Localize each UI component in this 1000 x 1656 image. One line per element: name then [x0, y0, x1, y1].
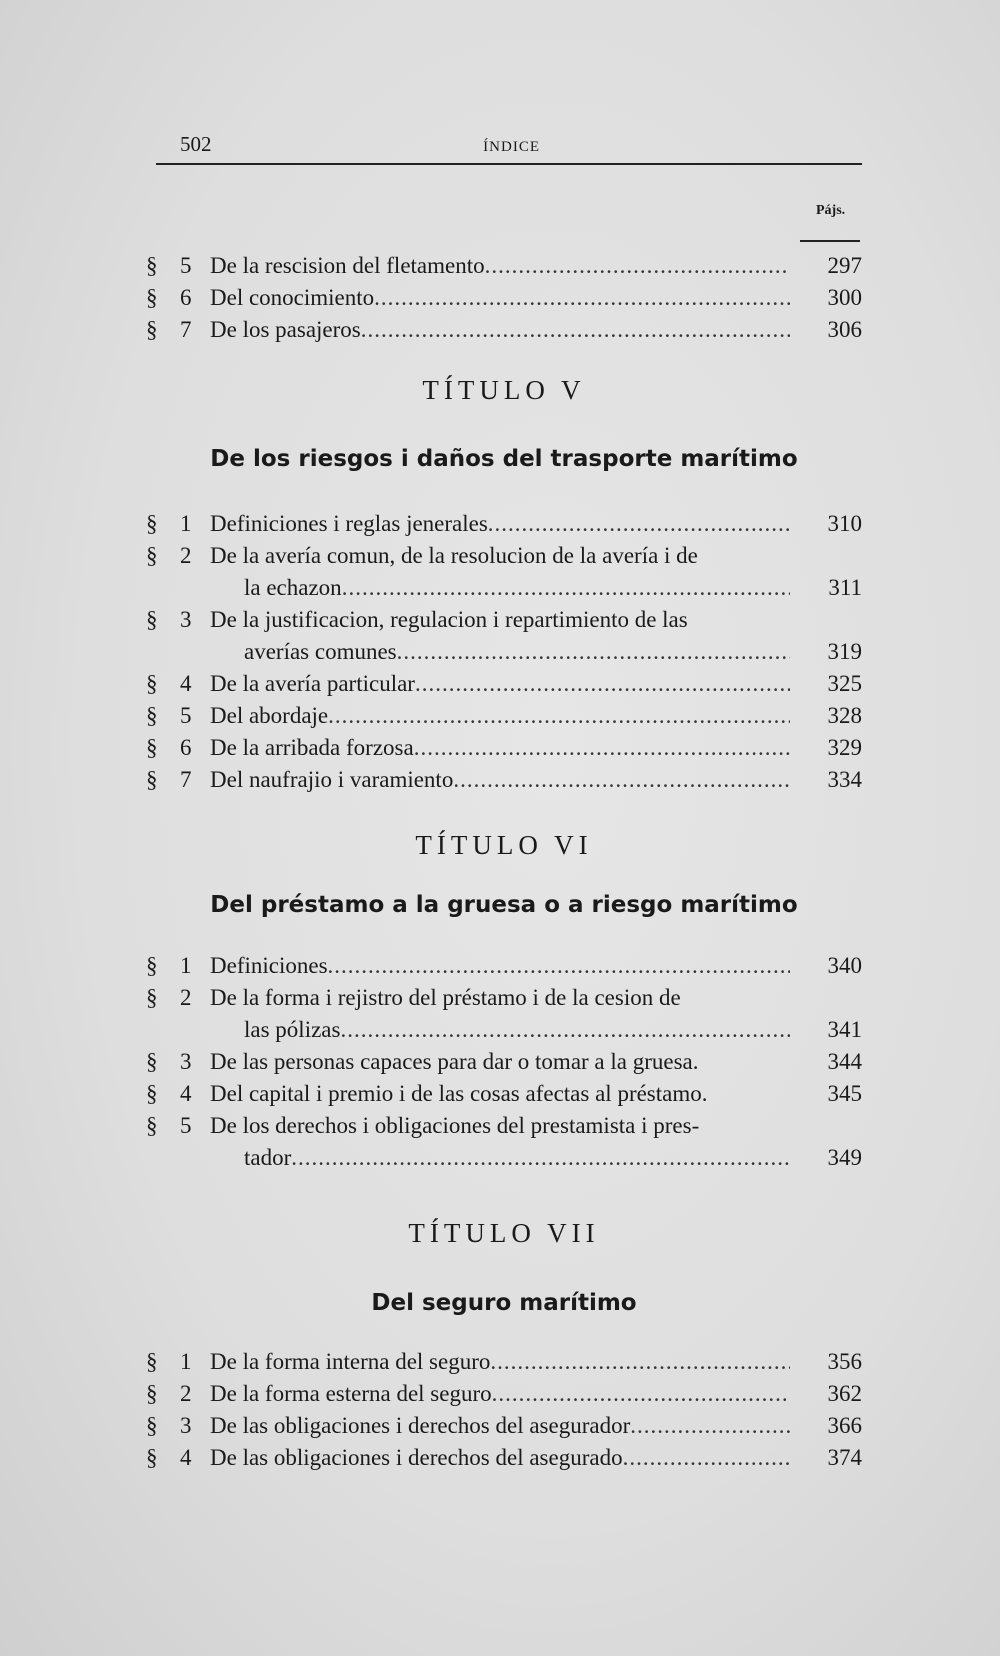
- section-mark: §: [146, 1081, 158, 1106]
- entry-page: 329: [827, 735, 862, 760]
- leader-dots: [485, 250, 790, 282]
- entry-text: De la avería comun, de la resolucion de la avería i de: [210, 543, 698, 568]
- entry-text-continued: las pólizas: [244, 1017, 341, 1042]
- entry-number: 4: [180, 1445, 192, 1470]
- entry-number: 1: [180, 953, 192, 978]
- header-rule: [156, 163, 862, 165]
- running-title: ÍNDICE: [483, 139, 540, 155]
- page-number: 502: [180, 132, 212, 156]
- entry-page: 325: [827, 671, 862, 696]
- entry-text: Del capital i premio i de las cosas afectas al préstamo.: [210, 1081, 708, 1106]
- titulo-v-subtitle: De los riesgos i daños del trasporte marítimo: [210, 446, 798, 472]
- entry-number: 7: [180, 317, 192, 342]
- entry-number: 4: [180, 671, 192, 696]
- index-entry: [146, 1078, 862, 1110]
- entry-number: 2: [180, 1381, 192, 1406]
- entry-text: De las personas capaces para dar o tomar a la gruesa.: [210, 1049, 699, 1074]
- index-entry: [146, 282, 862, 314]
- entry-number: 3: [180, 607, 192, 632]
- leader-dots: [291, 1142, 790, 1174]
- entry-text: Del conocimiento: [210, 285, 375, 310]
- section-mark: §: [146, 1113, 158, 1138]
- titulo-vii-heading: TÍTULO VII: [408, 1218, 600, 1248]
- leader-dots: [623, 1442, 790, 1474]
- entry-page: 310: [827, 511, 862, 536]
- titulo-v-entries: [146, 508, 862, 796]
- entry-text: Definiciones: [210, 953, 328, 978]
- entry-page: 341: [827, 1017, 862, 1042]
- entry-page: 319: [827, 639, 862, 664]
- leader-dots: [488, 508, 790, 540]
- section-mark: §: [146, 953, 158, 978]
- section-mark: §: [146, 1381, 158, 1406]
- leader-dots: [414, 732, 790, 764]
- entry-number: 4: [180, 1081, 192, 1106]
- index-entry: [146, 540, 862, 604]
- titulo-vi-subtitle: Del préstamo a la gruesa o a riesgo marítimo: [210, 892, 798, 918]
- section-mark: §: [146, 1445, 158, 1470]
- entry-text: De la forma i rejistro del préstamo i de la cesion de: [210, 985, 681, 1010]
- entry-number: 6: [180, 735, 192, 760]
- entry-text: De la avería particular: [210, 671, 415, 696]
- entry-number: 1: [180, 1349, 192, 1374]
- entry-page: 362: [827, 1381, 862, 1406]
- leader-dots: [492, 1378, 790, 1410]
- entry-page: 340: [827, 953, 862, 978]
- leader-dots: [361, 314, 790, 346]
- index-entry: [146, 1346, 862, 1378]
- section-mark: §: [146, 671, 158, 696]
- index-entry: [146, 700, 862, 732]
- index-entry: [146, 314, 862, 346]
- entry-text: De los pasajeros: [210, 317, 361, 342]
- entry-page: 328: [827, 703, 862, 728]
- section-mark: §: [146, 1049, 158, 1074]
- page-column-rule: [800, 240, 860, 242]
- leader-dots: [453, 764, 790, 796]
- index-entry: [146, 1046, 862, 1078]
- leader-dots: [415, 668, 790, 700]
- entry-page: 345: [827, 1081, 862, 1106]
- index-entry: [146, 1410, 862, 1442]
- section-mark: §: [146, 1349, 158, 1374]
- entry-text: Del naufrajio i varamiento: [210, 767, 454, 792]
- leader-dots: [328, 950, 790, 982]
- section-mark: §: [146, 607, 158, 632]
- entry-text-continued: averías comunes: [244, 639, 397, 664]
- titulo-vii-entries: [146, 1346, 862, 1474]
- entry-page: 334: [827, 767, 862, 792]
- section-mark: §: [146, 767, 158, 792]
- section-mark: §: [146, 543, 158, 568]
- entry-text: De las obligaciones i derechos del asegurado: [210, 1445, 623, 1470]
- index-entry: [146, 982, 862, 1046]
- entry-number: 1: [180, 511, 192, 536]
- leader-dots: [328, 700, 790, 732]
- titulo-vi-heading: TÍTULO VI: [415, 830, 593, 860]
- section-mark: §: [146, 735, 158, 760]
- entry-number: 5: [180, 253, 192, 278]
- index-entry: [146, 1378, 862, 1410]
- leader-dots: [630, 1410, 790, 1442]
- index-entry: [146, 764, 862, 796]
- entry-text: De las obligaciones i derechos del asegurador: [210, 1413, 631, 1438]
- section-mark: §: [146, 317, 158, 342]
- section-mark: §: [146, 985, 158, 1010]
- index-entry: [146, 1110, 862, 1174]
- entry-text-continued: la echazon: [244, 575, 342, 600]
- entry-number: 2: [180, 985, 192, 1010]
- entry-number: 2: [180, 543, 192, 568]
- entry-page: 374: [827, 1445, 862, 1470]
- entry-text: De la rescision del fletamento: [210, 253, 485, 278]
- entries-top: [146, 250, 862, 346]
- index-entry: [146, 604, 862, 668]
- titulo-v-heading: TÍTULO V: [422, 375, 586, 405]
- entry-text: De la forma esterna del seguro: [210, 1381, 492, 1406]
- section-mark: §: [146, 703, 158, 728]
- section-mark: §: [146, 511, 158, 536]
- section-mark: §: [146, 1413, 158, 1438]
- section-mark: §: [146, 253, 158, 278]
- entry-page: 306: [827, 317, 862, 342]
- titulo-vi-entries: [146, 950, 862, 1174]
- section-mark: §: [146, 285, 158, 310]
- entry-number: 3: [180, 1413, 192, 1438]
- index-entry: [146, 250, 862, 282]
- entry-text-continued: tador: [244, 1145, 292, 1170]
- leader-dots: [340, 1014, 790, 1046]
- entry-page: 349: [827, 1145, 862, 1170]
- entry-text: Del abordaje: [210, 703, 329, 728]
- entry-page: 366: [827, 1413, 862, 1438]
- page-column-label: Pájs.: [816, 203, 846, 218]
- entry-number: 5: [180, 703, 192, 728]
- entry-number: 7: [180, 767, 192, 792]
- leader-dots: [374, 282, 790, 314]
- index-entry: [146, 508, 862, 540]
- index-entry: [146, 1442, 862, 1474]
- entry-number: 5: [180, 1113, 192, 1138]
- entry-page: 297: [827, 253, 862, 278]
- leader-dots: [397, 636, 790, 668]
- entry-text: De la forma interna del seguro: [210, 1349, 491, 1374]
- index-entry: [146, 668, 862, 700]
- entry-page: 344: [827, 1049, 862, 1074]
- titulo-vii-subtitle: Del seguro marítimo: [371, 1290, 637, 1316]
- leader-dots: [342, 572, 790, 604]
- page-header: [180, 132, 860, 157]
- entry-text: De la justificacion, regulacion i repartimiento de las: [210, 607, 688, 632]
- index-entry: [146, 950, 862, 982]
- entry-page: 300: [827, 285, 862, 310]
- entry-number: 6: [180, 285, 192, 310]
- entry-text: De los derechos i obligaciones del prestamista i pres-: [210, 1113, 700, 1138]
- leader-dots: [490, 1346, 790, 1378]
- entry-page: 311: [828, 575, 862, 600]
- entry-page: 356: [827, 1349, 862, 1374]
- index-entry: [146, 732, 862, 764]
- entry-text: Definiciones i reglas jenerales: [210, 511, 488, 536]
- entry-text: De la arribada forzosa: [210, 735, 414, 760]
- entry-number: 3: [180, 1049, 192, 1074]
